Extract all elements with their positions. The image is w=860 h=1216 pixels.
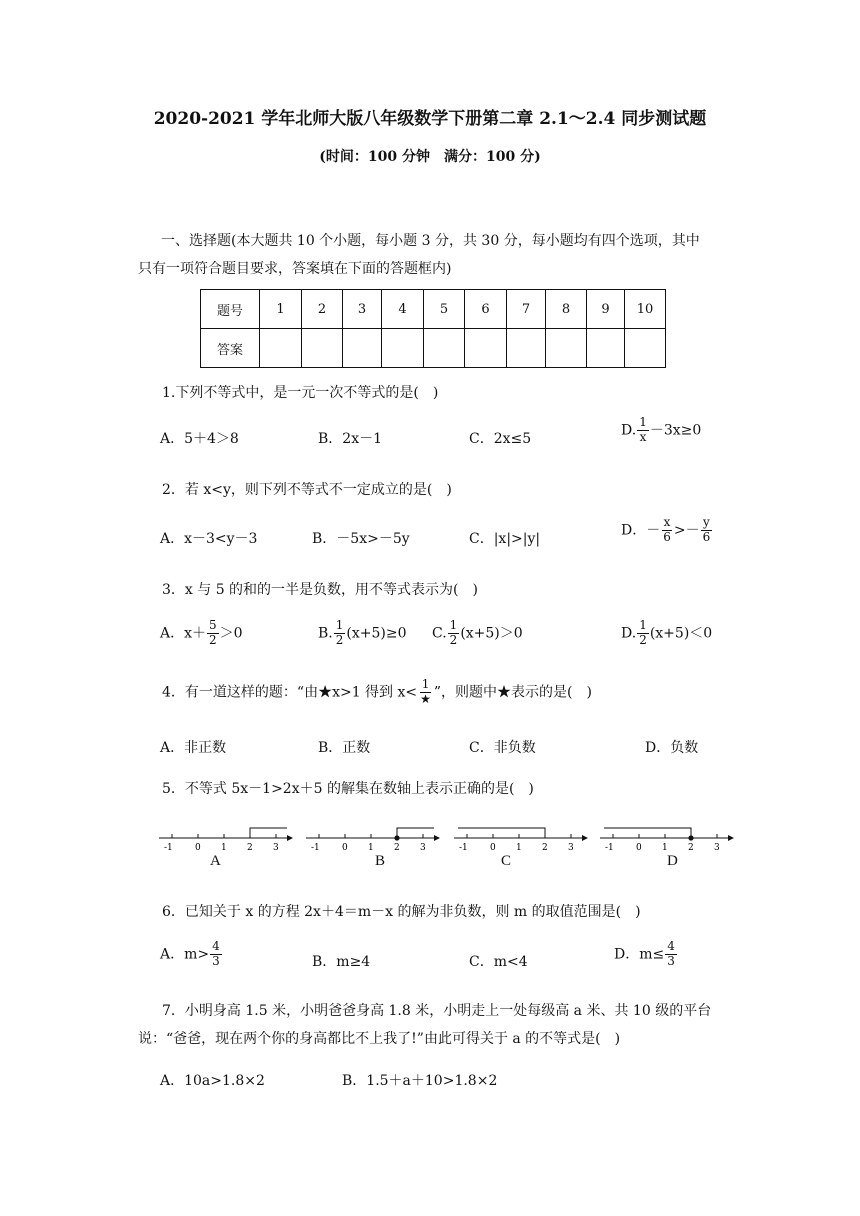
svg-text:-1: -1 [164,843,173,852]
question-4-option-b: B．正数 [318,740,371,756]
svg-text:2: 2 [542,843,548,852]
svg-text:0: 0 [636,843,642,852]
svg-text:3: 3 [420,843,426,852]
table-cell-number: 9 [587,290,625,329]
fraction-denominator: 2 [335,632,344,647]
svg-text:3: 3 [568,843,574,852]
question-7-option-a: A．10a>1.8×2 [160,1073,265,1089]
question-4-option-d: D．负数 [645,740,699,756]
number-line-c-label: C [501,853,512,869]
option-a-prefix: A．x＋ [160,625,207,642]
fraction-denominator: 2 [449,632,458,647]
fraction-denominator: 3 [667,953,675,968]
question-2-option-b: B．－5x>－5y [312,531,410,547]
question-2-stem: 2．若 x<y，则下列不等式不一定成立的是( ) [162,482,452,498]
fraction-numerator: 4 [667,939,675,953]
question-6-option-a [160,940,223,969]
fraction-numerator: x [663,515,671,529]
answer-cell[interactable] [424,329,465,368]
answer-table-header-row [201,290,666,329]
fraction-numerator: 1 [639,618,647,632]
exam-info: (时间：100 分钟 满分：100 分) [319,149,541,165]
question-1-option-b: B．2x－1 [318,431,382,447]
section-intro: 一、选择题(本大题共 10 个小题，每小题 3 分，共 30 分，每小题均有四个选项，其中 [161,233,700,249]
fraction [448,619,460,648]
svg-text:2: 2 [688,843,694,852]
svg-text:-1: -1 [459,843,468,852]
question-7-stem-cont: 说：“爸爸，现在两个你的身高都比不上我了!”由此可得关于 a 的不等式是( ) [138,1031,621,1047]
table-cell-number: 6 [465,290,507,329]
table-cell-number: 7 [507,290,546,329]
fraction-denominator: 2 [639,632,647,647]
fraction-denominator: 3 [212,953,220,968]
svg-text:1: 1 [368,843,374,852]
fraction-numerator: y [703,515,710,529]
fraction-numerator: 1 [449,618,458,632]
fraction-numerator: 5 [209,618,217,632]
question-4-stem-suffix: ”，则题中★表示的是( ) [433,684,592,701]
svg-text:0: 0 [195,843,201,852]
option-d-prefix: D．－ [621,522,661,539]
number-line-d [596,822,736,852]
fraction [637,416,649,445]
answer-cell[interactable] [587,329,625,368]
number-line-d-label: D [667,853,678,869]
question-6-option-d [614,940,678,969]
answer-table [200,289,666,368]
question-3-option-c [432,619,523,648]
fraction-denominator: 6 [702,529,711,544]
answer-cell[interactable] [382,329,424,368]
fraction-numerator: 1 [335,618,344,632]
number-line-a [155,822,295,852]
answer-cell[interactable] [260,329,302,368]
question-4-stem [162,678,592,707]
fraction [661,516,673,545]
question-4-option-c: C．非负数 [469,740,536,756]
fraction [334,619,346,648]
number-line-b-label: B [375,853,386,869]
number-line-a-label: A [210,853,221,869]
fraction-denominator: x [639,429,647,444]
fraction [418,678,433,707]
fraction [701,516,713,545]
svg-text:3: 3 [273,843,279,852]
section-intro-cont: 只有一项符合题目要求，答案填在下面的答题框内) [138,261,452,277]
answer-table-answer-row [201,329,666,368]
svg-text:1: 1 [221,843,227,852]
question-2-option-c: C．|x|>|y| [469,531,541,547]
answer-cell[interactable] [507,329,546,368]
page-title: 2020-2021 学年北师大版八年级数学下册第二章 2.1～2.4 同步测试题 [153,109,707,129]
svg-text:0: 0 [342,843,348,852]
question-6-stem: 6．已知关于 x 的方程 2x＋4＝m－x 的解为非负数，则 m 的取值范围是( ) [162,904,641,920]
option-c-prefix: C. [432,625,447,642]
fraction [637,619,649,648]
svg-text:2: 2 [394,843,400,852]
question-3-stem: 3．x 与 5 的和的一半是负数，用不等式表示为( ) [162,582,478,598]
option-b-prefix: B. [318,625,333,642]
svg-text:0: 0 [490,843,496,852]
option-d-suffix: (x+5)＜0 [649,625,713,642]
question-2-option-d [621,516,713,545]
svg-text:3: 3 [714,843,720,852]
table-cell-number: 10 [625,290,666,329]
table-cell-number: 8 [546,290,587,329]
fraction [665,940,677,969]
table-cell-number: 3 [343,290,382,329]
answer-cell[interactable] [343,329,382,368]
fraction [210,940,222,969]
option-b-suffix: (x+5)≥0 [346,625,407,642]
number-line-b [302,822,442,852]
fraction-numerator: 4 [212,939,220,953]
table-cell-number: 5 [424,290,465,329]
number-line-c [450,822,590,852]
answer-cell[interactable] [546,329,587,368]
question-4-option-a: A．非正数 [160,740,227,756]
option-a-prefix: A．m> [160,946,210,963]
question-4-stem-prefix: 4．有一道这样的题：“由★x>1 得到 x< [162,684,418,701]
question-3-option-b [318,619,407,648]
answer-cell[interactable] [465,329,507,368]
question-5-stem: 5．不等式 5x－1>2x＋5 的解集在数轴上表示正确的是( ) [162,781,534,797]
fraction [207,619,219,648]
question-7-stem: 7．小明身高 1.5 米，小明爸爸身高 1.8 米，小明走上一处每级高 a 米、共 10 级的平台 [162,1003,712,1019]
svg-text:-1: -1 [311,843,320,852]
question-6-option-b: B．m≥4 [312,954,371,970]
answer-cell[interactable] [625,329,666,368]
svg-text:1: 1 [662,843,668,852]
svg-text:1: 1 [516,843,522,852]
table-cell-number: 1 [260,290,302,329]
option-d-prefix: D. [621,422,637,439]
fraction-numerator: 1 [421,677,430,691]
table-cell-number: 2 [302,290,343,329]
table-label-number: 题号 [201,290,260,329]
question-1-stem: 1.下列不等式中，是一元一次不等式的是( ) [162,385,439,401]
question-1-option-a: A．5＋4＞8 [160,431,239,447]
fraction-denominator: 2 [209,632,217,647]
question-7-option-b: B．1.5＋a＋10>1.8×2 [342,1073,498,1089]
table-label-answer: 答案 [201,329,260,368]
question-1-option-c: C．2x≤5 [469,431,532,447]
question-6-option-c: C．m<4 [469,954,528,970]
option-d-prefix: D．m≤ [614,946,665,963]
option-d-prefix: D. [621,625,637,642]
svg-text:-1: -1 [605,843,614,852]
svg-text:2: 2 [247,843,253,852]
option-d-middle: >－ [673,522,700,539]
question-1-option-d [621,416,701,445]
fraction-denominator: 6 [663,529,671,544]
fraction-numerator: 1 [639,415,647,429]
question-3-option-d [621,619,712,648]
fraction-denominator: ★ [420,691,431,706]
question-3-option-a [160,619,243,648]
answer-cell[interactable] [302,329,343,368]
option-c-suffix: (x+5)＞0 [460,625,523,642]
table-cell-number: 4 [382,290,424,329]
question-2-option-a: A．x－3<y－3 [160,531,258,547]
option-a-suffix: ＞0 [219,625,243,642]
option-d-suffix: －3x≥0 [649,422,702,439]
